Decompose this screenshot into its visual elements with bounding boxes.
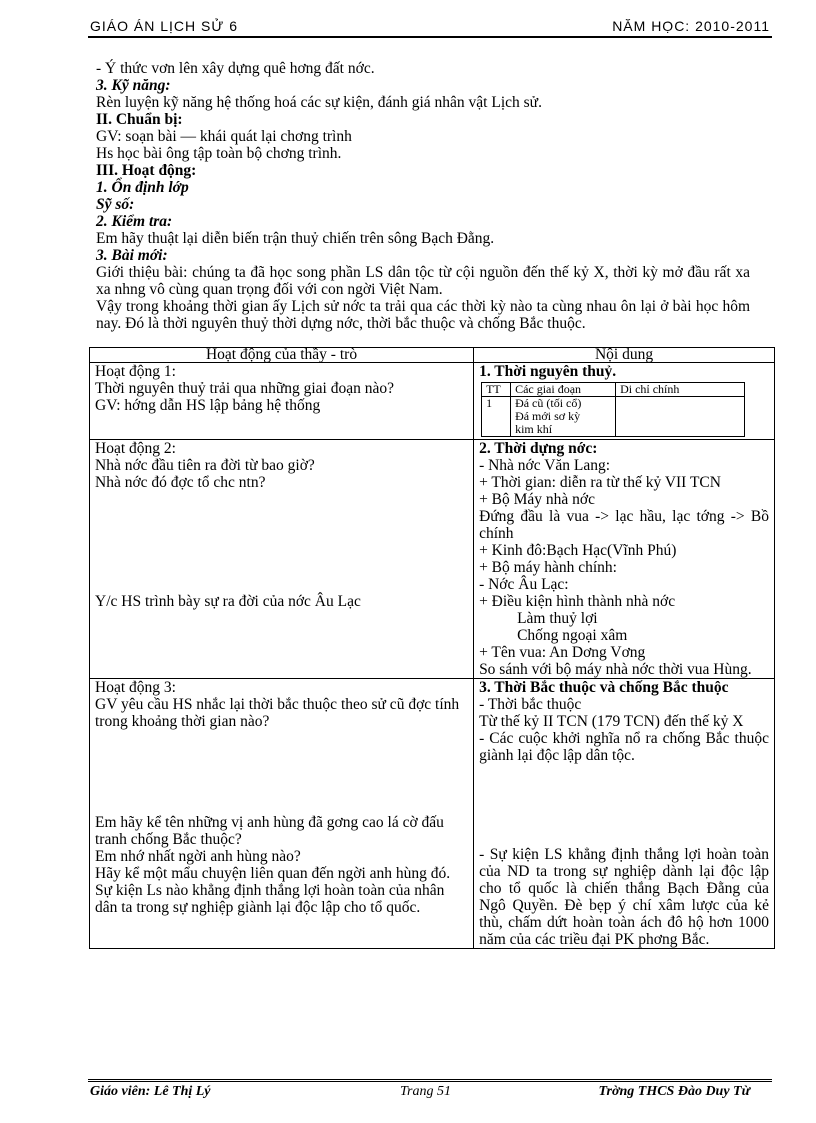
intro-line: GV: soạn bài — khái quát lại chơng trình: [96, 128, 352, 145]
content-line: + Tên vua: An Dơng Vơng: [479, 644, 646, 661]
content-2-cell: [474, 440, 775, 679]
table-row: [90, 679, 775, 949]
stages-cell: 1: [482, 397, 511, 437]
section-heading: III. Hoạt động:: [96, 162, 197, 179]
content-line: So sánh với bộ máy nhà nớc thời vua Hùng.: [479, 661, 752, 678]
header-divider: [88, 36, 772, 38]
stage-name: kim khí: [515, 422, 553, 436]
footer-page-number: Trang 51: [400, 1084, 451, 1099]
activity-text: Nhà nớc đầu tiên ra đời từ bao giờ?: [95, 457, 315, 474]
intro-paragraph: Vậy trong khoảng thời gian ấy Lịch sử nớc ta trải qua các thời kỳ nào ta cùng nhau ôn lại ở bài học hôm nay. Đó là thời nguyên thuỷ thời dựng nớc, thời bắc thuộc và chống Bắc thuộc.: [96, 298, 750, 332]
content-line: - Sự kiện LS khẳng định thắng lợi hoàn toàn của ND ta trong sự nghiệp dành lại độc lập cho tổ quốc là chiến thắng Bạch Đằng của Ngô Quyền. Đè bẹp ý chí xâm lược của kẻ thù, chấm dứt hoàn toàn ách đô hộ hơn 1000 năm của các triều đại PK phơng Bắc.: [479, 846, 769, 948]
content-line: - Nớc Âu Lạc:: [479, 576, 569, 593]
stage-name: Đá cũ (tối cổ): [515, 396, 582, 410]
section-heading: II. Chuẩn bị:: [96, 111, 183, 128]
content-title: 1. Thời nguyên thuỷ.: [479, 363, 617, 380]
content-title: 2. Thời dựng nớc:: [479, 440, 598, 457]
activity-text: Thời nguyên thuỷ trải qua những giai đoạn nào?: [95, 380, 394, 397]
stages-cell: [511, 397, 616, 437]
content-line: + Bộ máy hành chính:: [479, 559, 617, 576]
activity-text: Hãy kể một mẩu chuyện liên quan đến ngời anh hùng đó.: [95, 865, 451, 882]
table-row: [90, 440, 775, 679]
activity-text: Y/c HS trình bày sự ra đời của nớc Âu Lạc: [95, 593, 361, 610]
lesson-intro: [96, 60, 750, 332]
content-line: Chống ngoại xâm: [517, 627, 628, 644]
activity-label: Hoạt động 2:: [95, 440, 176, 457]
activity-text: Sự kiện Ls nào khẳng định thắng lợi hoàn toàn của nhân dân ta trong sự nghiệp giành lại độc lập cho tổ quốc.: [95, 882, 445, 916]
content-line: + Thời gian: diễn ra từ thế kỷ VII TCN: [479, 474, 721, 491]
activity-3-cell: [90, 679, 474, 949]
intro-line: Em hãy thuật lại diễn biến trận thuỷ chiến trên sông Bạch Đằng.: [96, 230, 495, 247]
activity-1-cell: [90, 363, 474, 440]
content-3-cell: [474, 679, 775, 949]
content-line: - Thời bắc thuộc: [479, 696, 582, 713]
section-heading: 2. Kiểm tra:: [96, 213, 173, 230]
content-line: + Bộ Máy nhà nớc: [479, 491, 596, 508]
activity-2-cell: [90, 440, 474, 679]
section-heading: 3. Bài mới:: [96, 247, 168, 264]
section-heading: Sỹ số:: [96, 196, 135, 213]
footer-teacher: Giáo viên: Lê Thị Lý: [90, 1084, 211, 1099]
stage-name: Đá mới sơ kỳ: [515, 409, 581, 423]
content-1-cell: [474, 363, 775, 440]
intro-line: - Ý thức vơn lên xây dựng quê hơng đất nớc.: [96, 60, 375, 77]
header-subject: GIÁO ÁN LỊCH SỬ 6: [90, 18, 238, 34]
content-line: Đứng đầu là vua -> lạc hầu, lạc tớng -> Bồ chính: [479, 508, 769, 542]
stages-header: Di chỉ chính: [616, 383, 745, 397]
activity-text: GV: hớng dẫn HS lập bảng hệ thống: [95, 397, 321, 414]
stages-table: [481, 382, 745, 437]
content-title: 3. Thời Bắc thuộc và chống Bắc thuộc: [479, 679, 729, 696]
activity-text: Nhà nớc đó đợc tổ chc ntn?: [95, 474, 266, 491]
table-header-row: [90, 348, 775, 363]
stages-header: Các giai đoạn: [511, 383, 616, 397]
content-line: + Kinh đô:Bạch Hạc(Vĩnh Phú): [479, 542, 677, 559]
intro-paragraph: Giới thiệu bài: chúng ta đã học song phần LS dân tộc từ cội nguồn đến thế kỷ X, thời kỳ mở đầu rất xa xa nhng vô cùng quan trọng đối với con ngời Việt Nam.: [96, 264, 750, 298]
intro-line: Hs học bài ông tập toàn bộ chơng trình.: [96, 145, 342, 162]
content-line: + Điều kiện hình thành nhà nớc: [479, 593, 676, 610]
content-line: - Nhà nớc Văn Lang:: [479, 457, 611, 474]
intro-line: Rèn luyện kỹ năng hệ thống hoá các sự kiện, đánh giá nhân vật Lịch sử.: [96, 94, 542, 111]
table-row: [90, 363, 775, 440]
footer-school: Trờng THCS Đào Duy Từ: [598, 1084, 750, 1099]
stages-cell: [616, 397, 745, 437]
activity-text: GV yêu cầu HS nhắc lại thời bắc thuộc theo sử cũ đợc tính trong khoảng thời gian nào?: [95, 696, 460, 730]
section-heading: 3. Kỹ năng:: [96, 77, 171, 94]
activity-text: Em nhớ nhất ngời anh hùng nào?: [95, 848, 301, 865]
content-line: Làm thuỷ lợi: [517, 610, 598, 627]
activity-table: [89, 347, 775, 949]
content-line: - Các cuộc khởi nghĩa nổ ra chống Bắc thuộc giành lại độc lập dân tộc.: [479, 730, 769, 764]
column-header-content: Nội dung: [474, 348, 775, 363]
header-school-year: NĂM HỌC: 2010-2011: [612, 18, 770, 34]
page-header: [90, 14, 770, 34]
section-heading: 1. Ổn định lớp: [96, 179, 189, 196]
column-header-activities: Hoạt động của thầy - trò: [90, 348, 474, 363]
activity-label: Hoạt động 1:: [95, 363, 176, 380]
stages-header: TT: [482, 383, 511, 397]
activity-label: Hoạt động 3:: [95, 679, 176, 696]
activity-text: Em hãy kể tên những vị anh hùng đã gơng cao lá cờ đấu tranh chống Bắc thuộc?: [95, 814, 444, 848]
content-line: Từ thế kỷ II TCN (179 TCN) đến thế kỷ X: [479, 713, 744, 730]
